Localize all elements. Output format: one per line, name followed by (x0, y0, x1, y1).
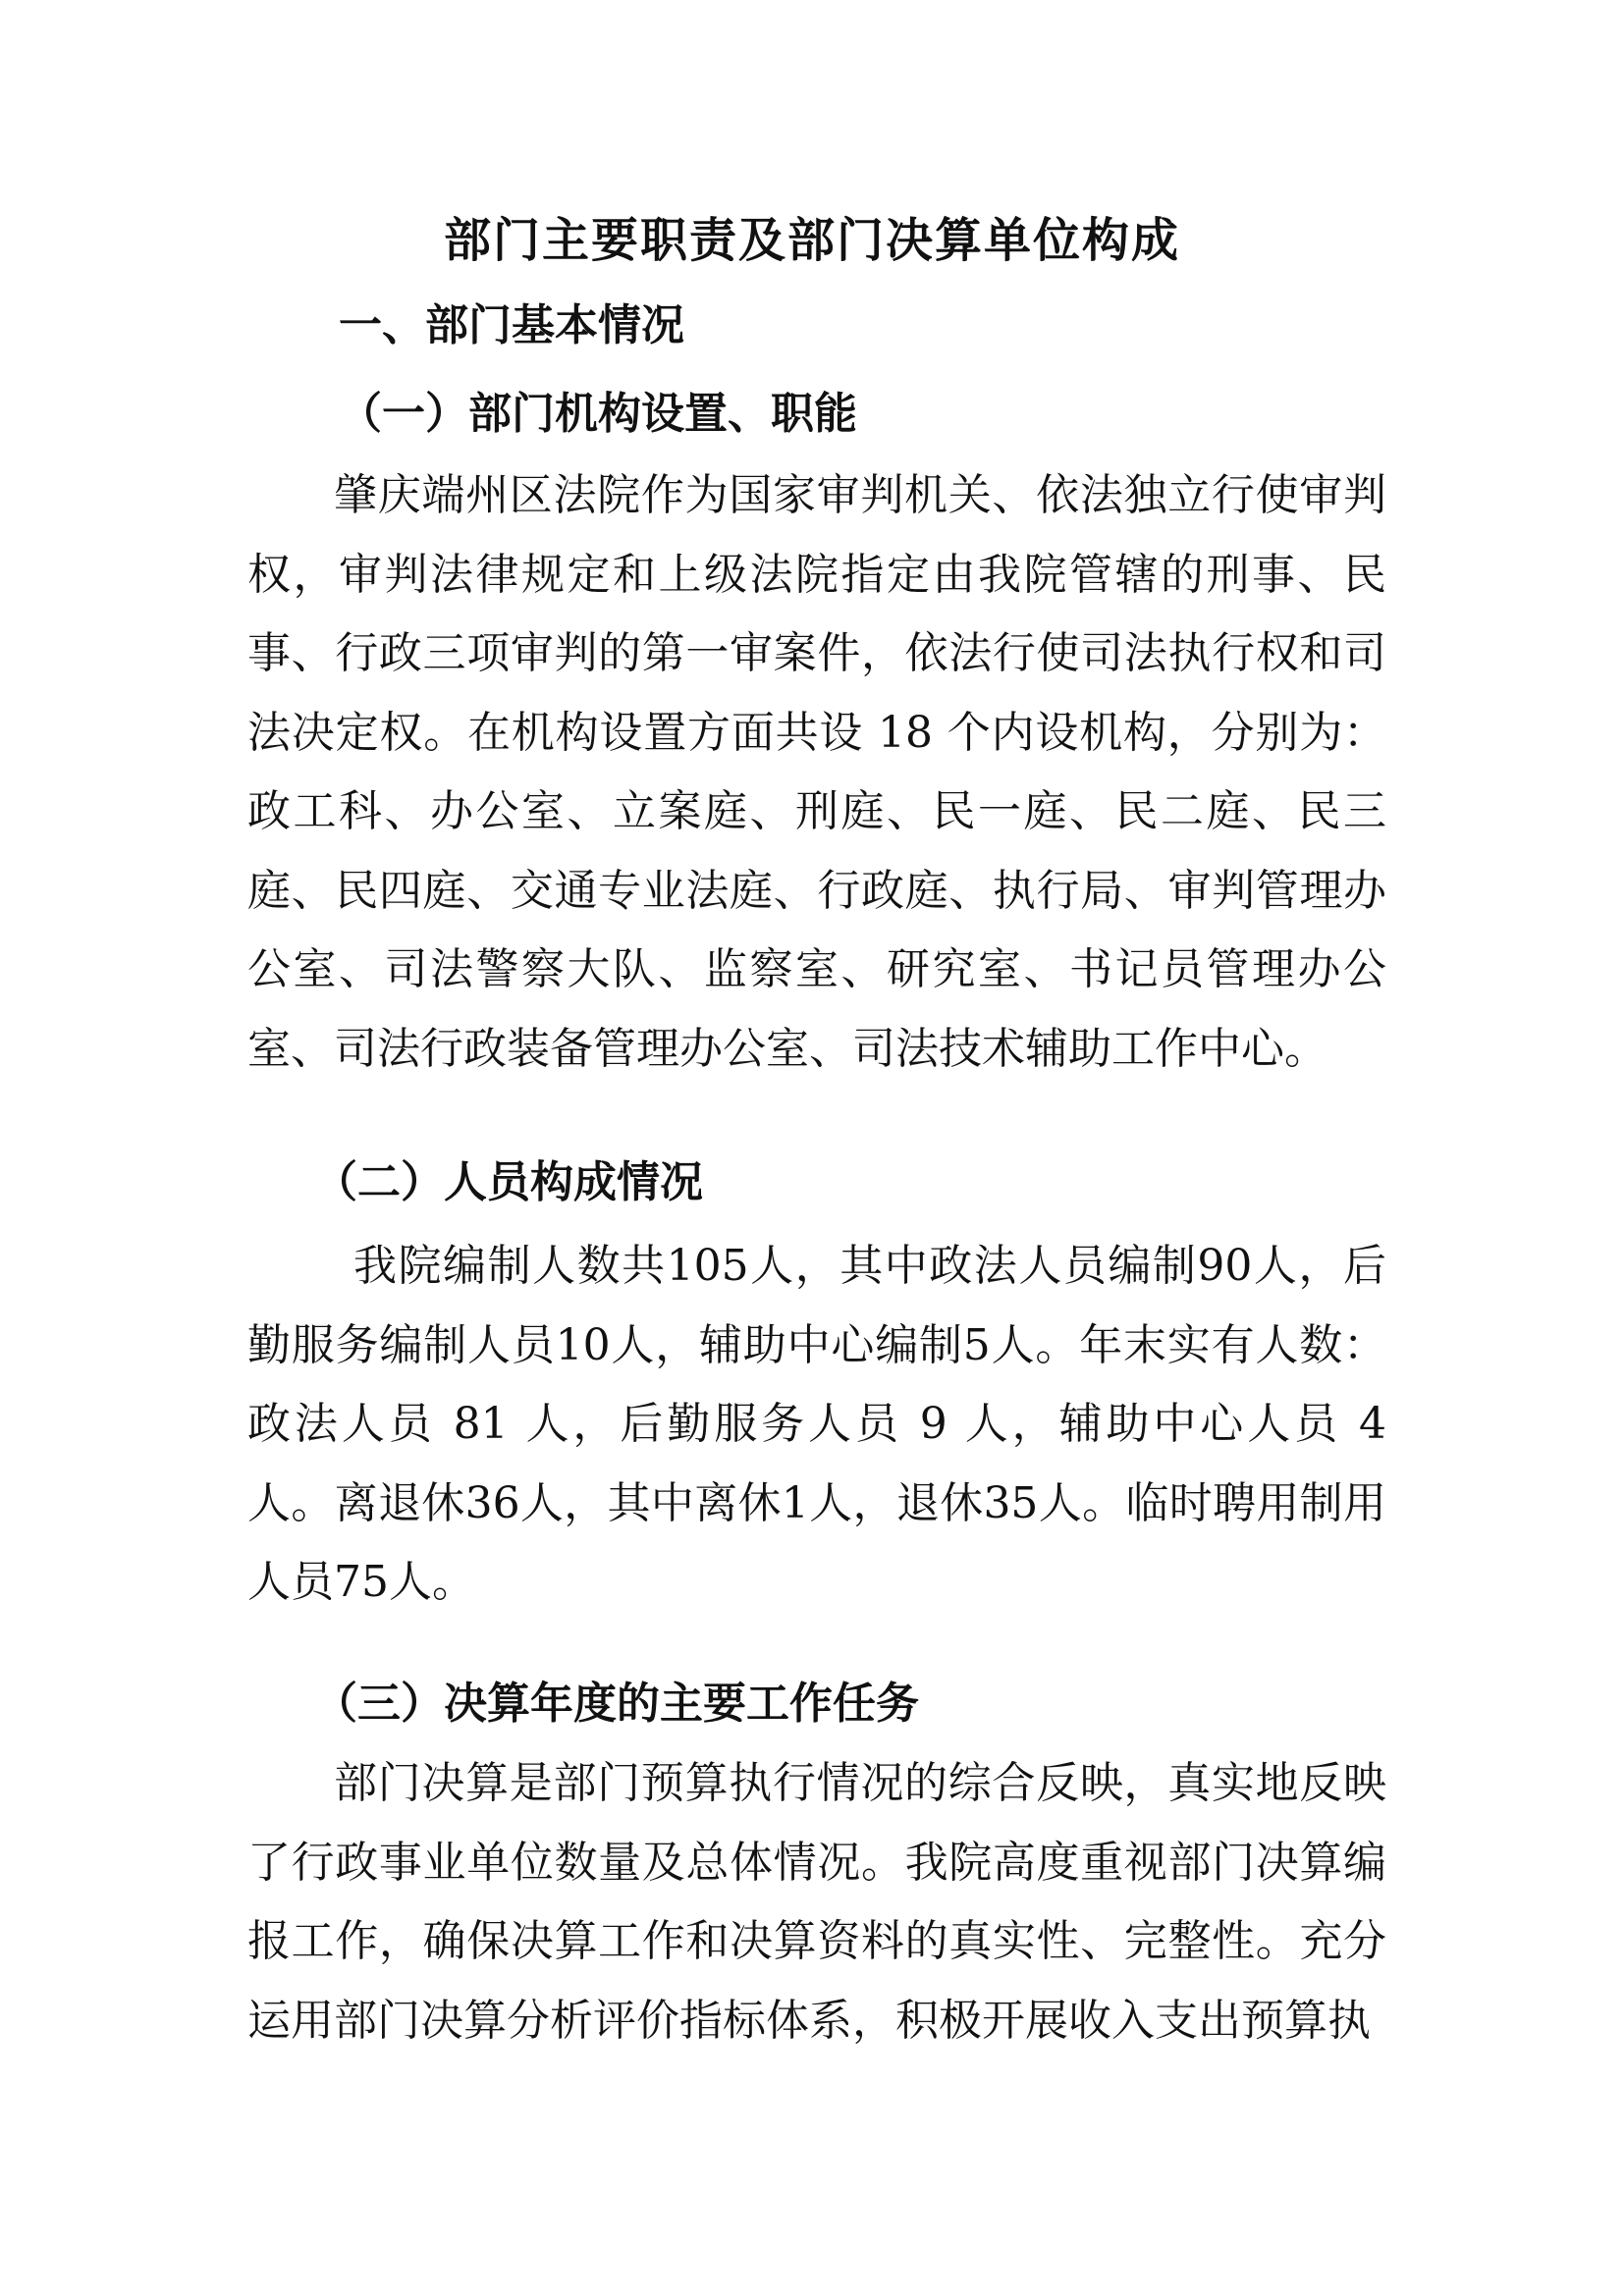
subsection-heading-staffing: （二）人员构成情况 (314, 1157, 703, 1207)
paragraph-tasks: 部门决算是部门预算执行情况的综合反映，真实地反映了行政事业单位数量及总体情况。我院高度重视部门决算编报工作，确保决算工作和决算资料的真实性、完整性。充分运用部门决算分析评价指标体系，积极开展收入支出预算执 (247, 1758, 1386, 2046)
paragraph-staffing: 我院编制人数共105人，其中政法人员编制90人，后勤服务编制人员10人，辅助中心编制5人。年末实有人数：政法人员 81 人，后勤服务人员 9 人，辅助中心人员 4 人。离退休36人，其中离休1人，退休35人。临时聘用制用人员75人。 (247, 1241, 1386, 1607)
section-heading-basic-info: 一、部门基本情况 (339, 300, 684, 350)
subsection-heading-organization: （一）部门机构设置、职能 (339, 389, 857, 439)
page-title: 部门主要职责及部门决算单位构成 (443, 213, 1180, 268)
subsection-heading-tasks: （三）决算年度的主要工作任务 (314, 1679, 919, 1729)
paragraph-organization: 肇庆端州区法院作为国家审判机关、依法独立行使审判权，审判法律规定和上级法院指定由我院管辖的刑事、民事、行政三项审判的第一审案件，依法行使司法执行权和司法决定权。在机构设置方面共设 18 个内设机构，分别为：政工科、办公室、立案庭、刑庭、民一庭、民二庭、民三庭、民四庭、交通专业法庭、行政庭、执行局、审判管理办公室、司法警察大队、监察室、研究室、书记员管理办公室、司法行政装备管理办公室、司法技术辅助工作中心。 (247, 470, 1386, 1074)
